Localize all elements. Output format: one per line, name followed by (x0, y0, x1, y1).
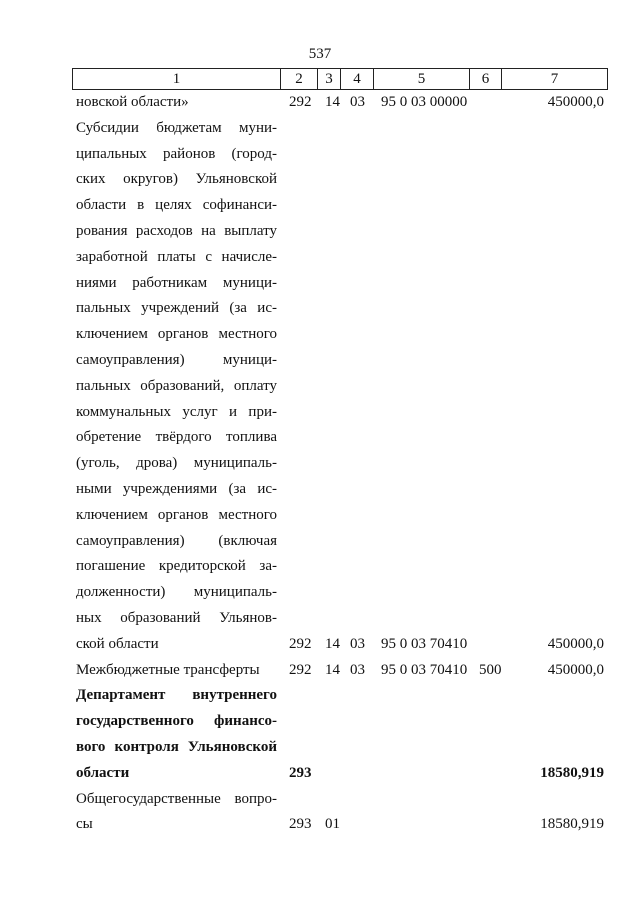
cell-expense-type-code: 500 (479, 661, 502, 678)
row-name-line: сы (76, 816, 93, 833)
cell-gr-code: 292 (289, 635, 312, 652)
row-name-line: пальных учреждений (за ис- (76, 300, 277, 317)
row-name-line: государственного финансо- (76, 713, 277, 730)
cell-target-article-code: 95 0 03 00000 (381, 94, 468, 110)
cell-subsection-code: 03 (350, 661, 365, 678)
row-name (76, 658, 277, 684)
cell-subsection-code: 03 (350, 94, 365, 110)
row-name-line: области в целях софинанси- (76, 197, 277, 214)
cell-target-article-code: 95 0 03 70410 (381, 635, 468, 652)
row-name-line: (уголь, дрова) муниципаль- (76, 455, 277, 472)
column-header-1: 1 (72, 68, 281, 90)
cell-target-article-code: 95 0 03 70410 (381, 661, 468, 678)
cell-subsection-code: 03 (350, 635, 365, 652)
row-name-line: новской области» (76, 94, 189, 110)
column-header-2: 2 (280, 68, 318, 90)
row-name-line: ниями работникам муници- (76, 274, 277, 291)
row-name (76, 787, 277, 839)
column-header-3: 3 (317, 68, 341, 90)
row-name-line: ключением органов местного (76, 506, 277, 523)
table-row (0, 116, 640, 658)
cell-section-code: 14 (325, 635, 340, 652)
cell-amount: 18580,919 (540, 816, 604, 833)
cell-amount: 450000,0 (547, 661, 604, 678)
row-name-line: самоуправления) (включая (76, 532, 277, 549)
cell-gr-code: 293 (289, 816, 312, 833)
row-name-line: Департамент внутреннего (76, 687, 277, 704)
cell-section-code: 14 (325, 94, 340, 110)
row-name-line: ской области (76, 635, 159, 652)
row-name-line: долженности) муниципаль- (76, 584, 277, 601)
cell-gr-code: 293 (289, 764, 312, 781)
row-name-line: коммунальных услуг и при- (76, 403, 277, 420)
cell-section-code: 01 (325, 816, 340, 833)
row-name-line: Субсидии бюджетам муни- (76, 119, 277, 136)
table-row (0, 787, 640, 839)
row-name-line: области (76, 764, 130, 781)
row-name-line: самоуправления) муници- (76, 351, 277, 368)
row-name-line: вого контроля Ульяновской (76, 738, 277, 755)
row-name (76, 90, 277, 116)
column-header-7: 7 (501, 68, 608, 90)
row-name-line: Общегосударственные вопро- (76, 790, 277, 807)
row-name (76, 683, 277, 786)
cell-section-code: 14 (325, 661, 340, 678)
row-name-line: пальных образований, оплату (76, 377, 277, 394)
row-name-line: Межбюджетные трансферты (76, 661, 260, 678)
column-header-6: 6 (469, 68, 502, 90)
page-number: 537 (308, 46, 332, 62)
row-name-line: погашение кредиторской за- (76, 558, 277, 575)
table-row (0, 90, 640, 116)
column-header-5: 5 (373, 68, 470, 90)
cell-amount: 450000,0 (547, 94, 604, 110)
row-name-line: ных образований Ульянов- (76, 609, 277, 626)
cell-amount: 450000,0 (547, 635, 604, 652)
row-name-line: рования расходов на выплату (76, 222, 277, 239)
table-row (0, 683, 640, 786)
row-name-line: обретение твёрдого топлива (76, 429, 277, 446)
row-name-line: ными учреждениями (за ис- (76, 480, 277, 497)
budget-table-body (0, 90, 640, 838)
cell-gr-code: 292 (289, 94, 312, 110)
cell-amount: 18580,919 (540, 764, 604, 781)
row-name-line: ских округов) Ульяновской (76, 171, 277, 188)
row-name (76, 116, 277, 658)
column-header-4: 4 (340, 68, 374, 90)
table-row (0, 658, 640, 684)
row-name-line: ципальных районов (город- (76, 145, 277, 162)
row-name-line: заработной платы с начисле- (76, 248, 277, 265)
row-name-line: ключением органов местного (76, 326, 277, 343)
cell-gr-code: 292 (289, 661, 312, 678)
